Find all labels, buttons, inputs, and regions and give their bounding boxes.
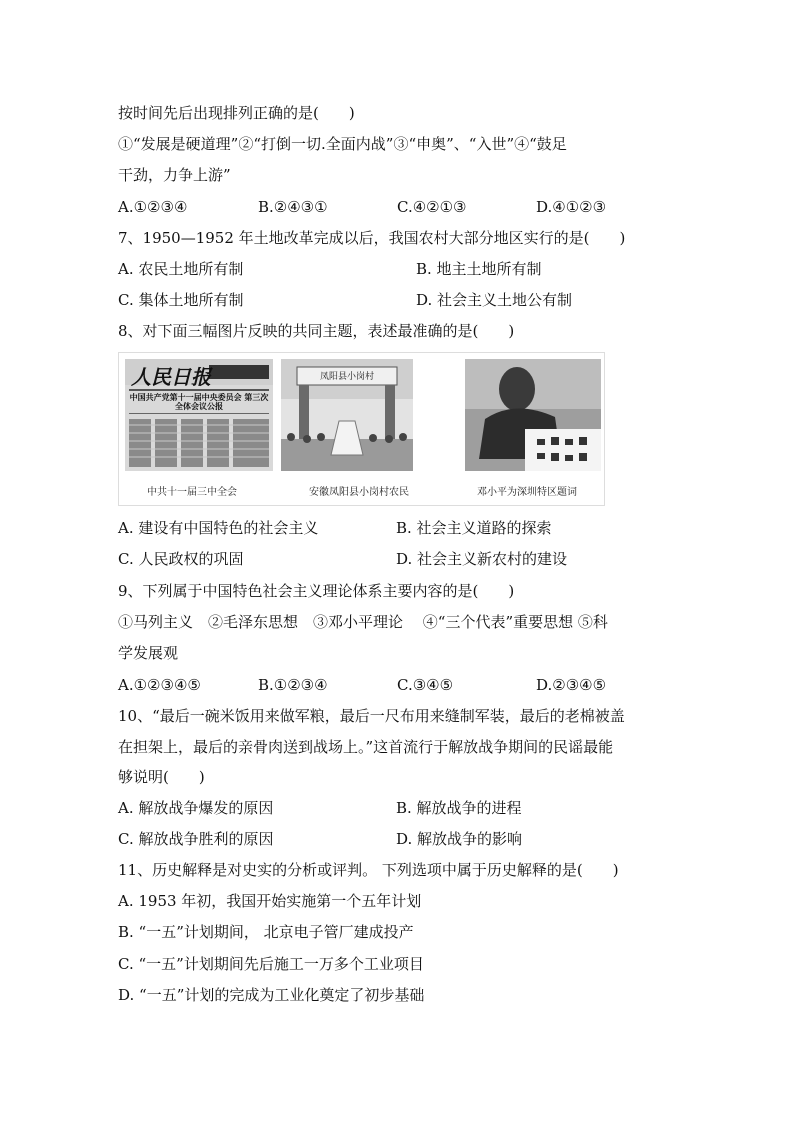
question-10-stem: 10、“最后一碗米饭用来做军粮，最后一尺布用来缝制军装，最后的老棉被盖 — [118, 707, 625, 725]
question-items: ①马列主义 ②毛泽东思想 ③邓小平理论 ④“三个代表”重要思想 ⑤科 — [118, 613, 608, 631]
question-items: 干劲，力争上游” — [118, 166, 231, 184]
question-8-stem: 8、对下面三幅图片反映的共同主题，表述最准确的是( ) — [118, 322, 515, 340]
question-9-stem: 9、下列属于中国特色社会主义理论体系主要内容的是( ) — [118, 582, 515, 600]
option-c: C.④②①③ — [397, 198, 467, 216]
calligraphy-image — [465, 359, 601, 471]
option-b: B.②④③① — [258, 198, 328, 216]
option-d: D. “一五”计划的完成为工业化奠定了初步基础 — [118, 986, 425, 1004]
option-c: C. 集体土地所有制 — [118, 291, 244, 309]
option-d: D.②③④⑤ — [536, 676, 607, 694]
question-items: 学发展观 — [118, 644, 179, 662]
caption-plenum: 中共十一届三中全会 — [147, 487, 237, 498]
option-b: B.①②③④ — [258, 676, 328, 694]
option-a: A. 1953 年初，我国开始实施第一个五年计划 — [118, 892, 422, 910]
option-b: B. 地主土地所有制 — [416, 260, 542, 278]
calligraphy-photo — [465, 359, 601, 471]
gate-sign: 凤阳县小岗村 — [319, 372, 374, 382]
option-a: A. 建设有中国特色的社会主义 — [118, 519, 319, 537]
option-a: A.①②③④⑤ — [118, 676, 201, 694]
option-d: D. 社会主义土地公有制 — [416, 291, 573, 309]
option-d: D. 社会主义新农村的建设 — [396, 550, 568, 568]
option-d: D. 解放战争的影响 — [396, 830, 523, 848]
question-7-stem: 7、1950—1952 年土地改革完成以后，我国农村大部分地区实行的是( ) — [118, 229, 626, 247]
question-stem: 按时间先后出现排列正确的是( ) — [118, 104, 355, 122]
question-10-stem: 够说明( ) — [118, 768, 205, 786]
village-photo — [281, 359, 413, 471]
newspaper-photo — [125, 359, 273, 471]
newspaper-masthead: 人民日报 — [131, 365, 211, 389]
option-c: C. “一五”计划期间先后施工一万多个工业项目 — [118, 955, 424, 973]
caption-shenzhen: 邓小平为深圳特区题词 — [477, 487, 577, 498]
option-a: A. 农民土地所有制 — [118, 260, 244, 278]
option-a: A.①②③④ — [118, 198, 188, 216]
option-b: B. 社会主义道路的探索 — [396, 519, 552, 537]
option-a: A. 解放战争爆发的原因 — [118, 799, 274, 817]
question-8-figure — [118, 352, 605, 506]
option-c: C. 人民政权的巩固 — [118, 550, 244, 568]
option-c: C.③④⑤ — [397, 676, 454, 694]
option-b: B. “一五”计划期间， 北京电子管厂建成投产 — [118, 923, 414, 941]
option-d: D.④①②③ — [536, 198, 607, 216]
question-10-stem: 在担架上，最后的亲骨肉送到战场上。”这首流行于解放战争期间的民谣最能 — [118, 738, 614, 756]
caption-xiaogang: 安徽凤阳县小岗村农民 — [309, 487, 409, 498]
newspaper-headline: 中国共产党第十一届中央委员会 第三次全体会议公报 — [129, 393, 269, 411]
option-c: C. 解放战争胜利的原因 — [118, 830, 274, 848]
question-items: ①“发展是硬道理”②“打倒一切.全面内战”③“申奥”、“入世”④“鼓足 — [118, 135, 567, 153]
option-b: B. 解放战争的进程 — [396, 799, 522, 817]
question-11-stem: 11、历史解释是对史实的分析或评判。 下列选项中属于历史解释的是( ) — [118, 861, 619, 879]
